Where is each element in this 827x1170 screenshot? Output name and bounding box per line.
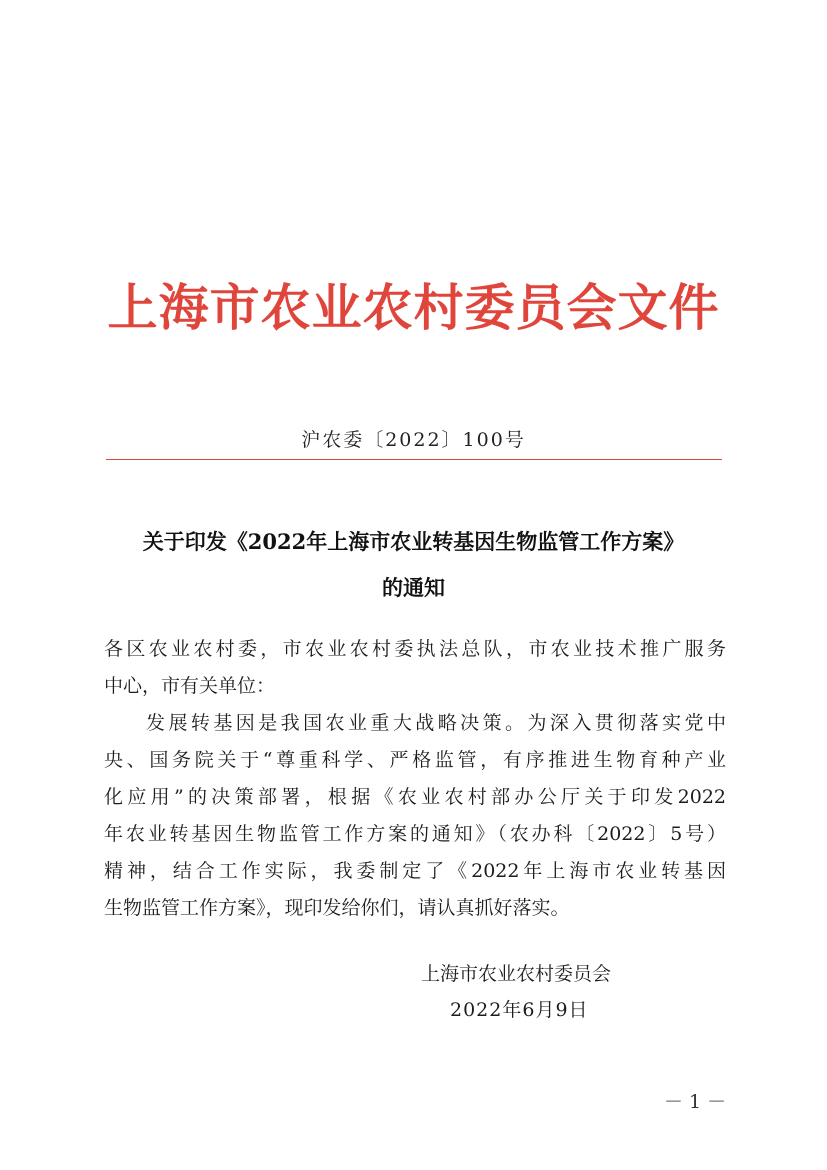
body-line-4: 年农业转基因生物监管工作方案的通知》（农办科〔2022〕5号） — [104, 823, 726, 845]
addressee-line-1: 各区农业农村委，市农业农村委执法总队，市农业技术推广服务 — [104, 638, 726, 660]
signature-organization: 上海市农业农村委员会 — [421, 963, 612, 985]
document-number: 沪农委〔2022〕100号 — [301, 429, 526, 451]
addressee-line-2: 中心，市有关单位： — [104, 675, 276, 697]
body-line-1: 发展转基因是我国农业重大战略决策。为深入贯彻落实党中 — [146, 712, 726, 734]
red-divider-line — [106, 459, 722, 460]
body-line-3: 化应用”的决策部署，根据《农业农村部办公厅关于印发2022 — [104, 786, 726, 808]
page-number: － 1 － — [664, 1091, 727, 1113]
title-line-1: 关于印发《2022年上海市农业转基因生物监管工作方案》 — [142, 529, 685, 554]
body-line-2: 央、国务院关于“尊重科学、严格监管，有序推进生物育种产业 — [104, 749, 726, 771]
document-title — [90, 519, 737, 611]
addressee — [104, 631, 726, 705]
body-line-6: 生物监管工作方案》，现印发给你们，请认真抓好落实。 — [104, 897, 570, 919]
signature-date: 2022年6月9日 — [450, 999, 589, 1021]
body-paragraph — [104, 705, 726, 927]
body-line-5: 精神，结合工作实际，我委制定了《2022年上海市农业转基因 — [104, 860, 726, 882]
issuer-header: 上海市农业农村委员会文件 — [107, 279, 720, 337]
title-line-2: 的通知 — [382, 575, 445, 600]
